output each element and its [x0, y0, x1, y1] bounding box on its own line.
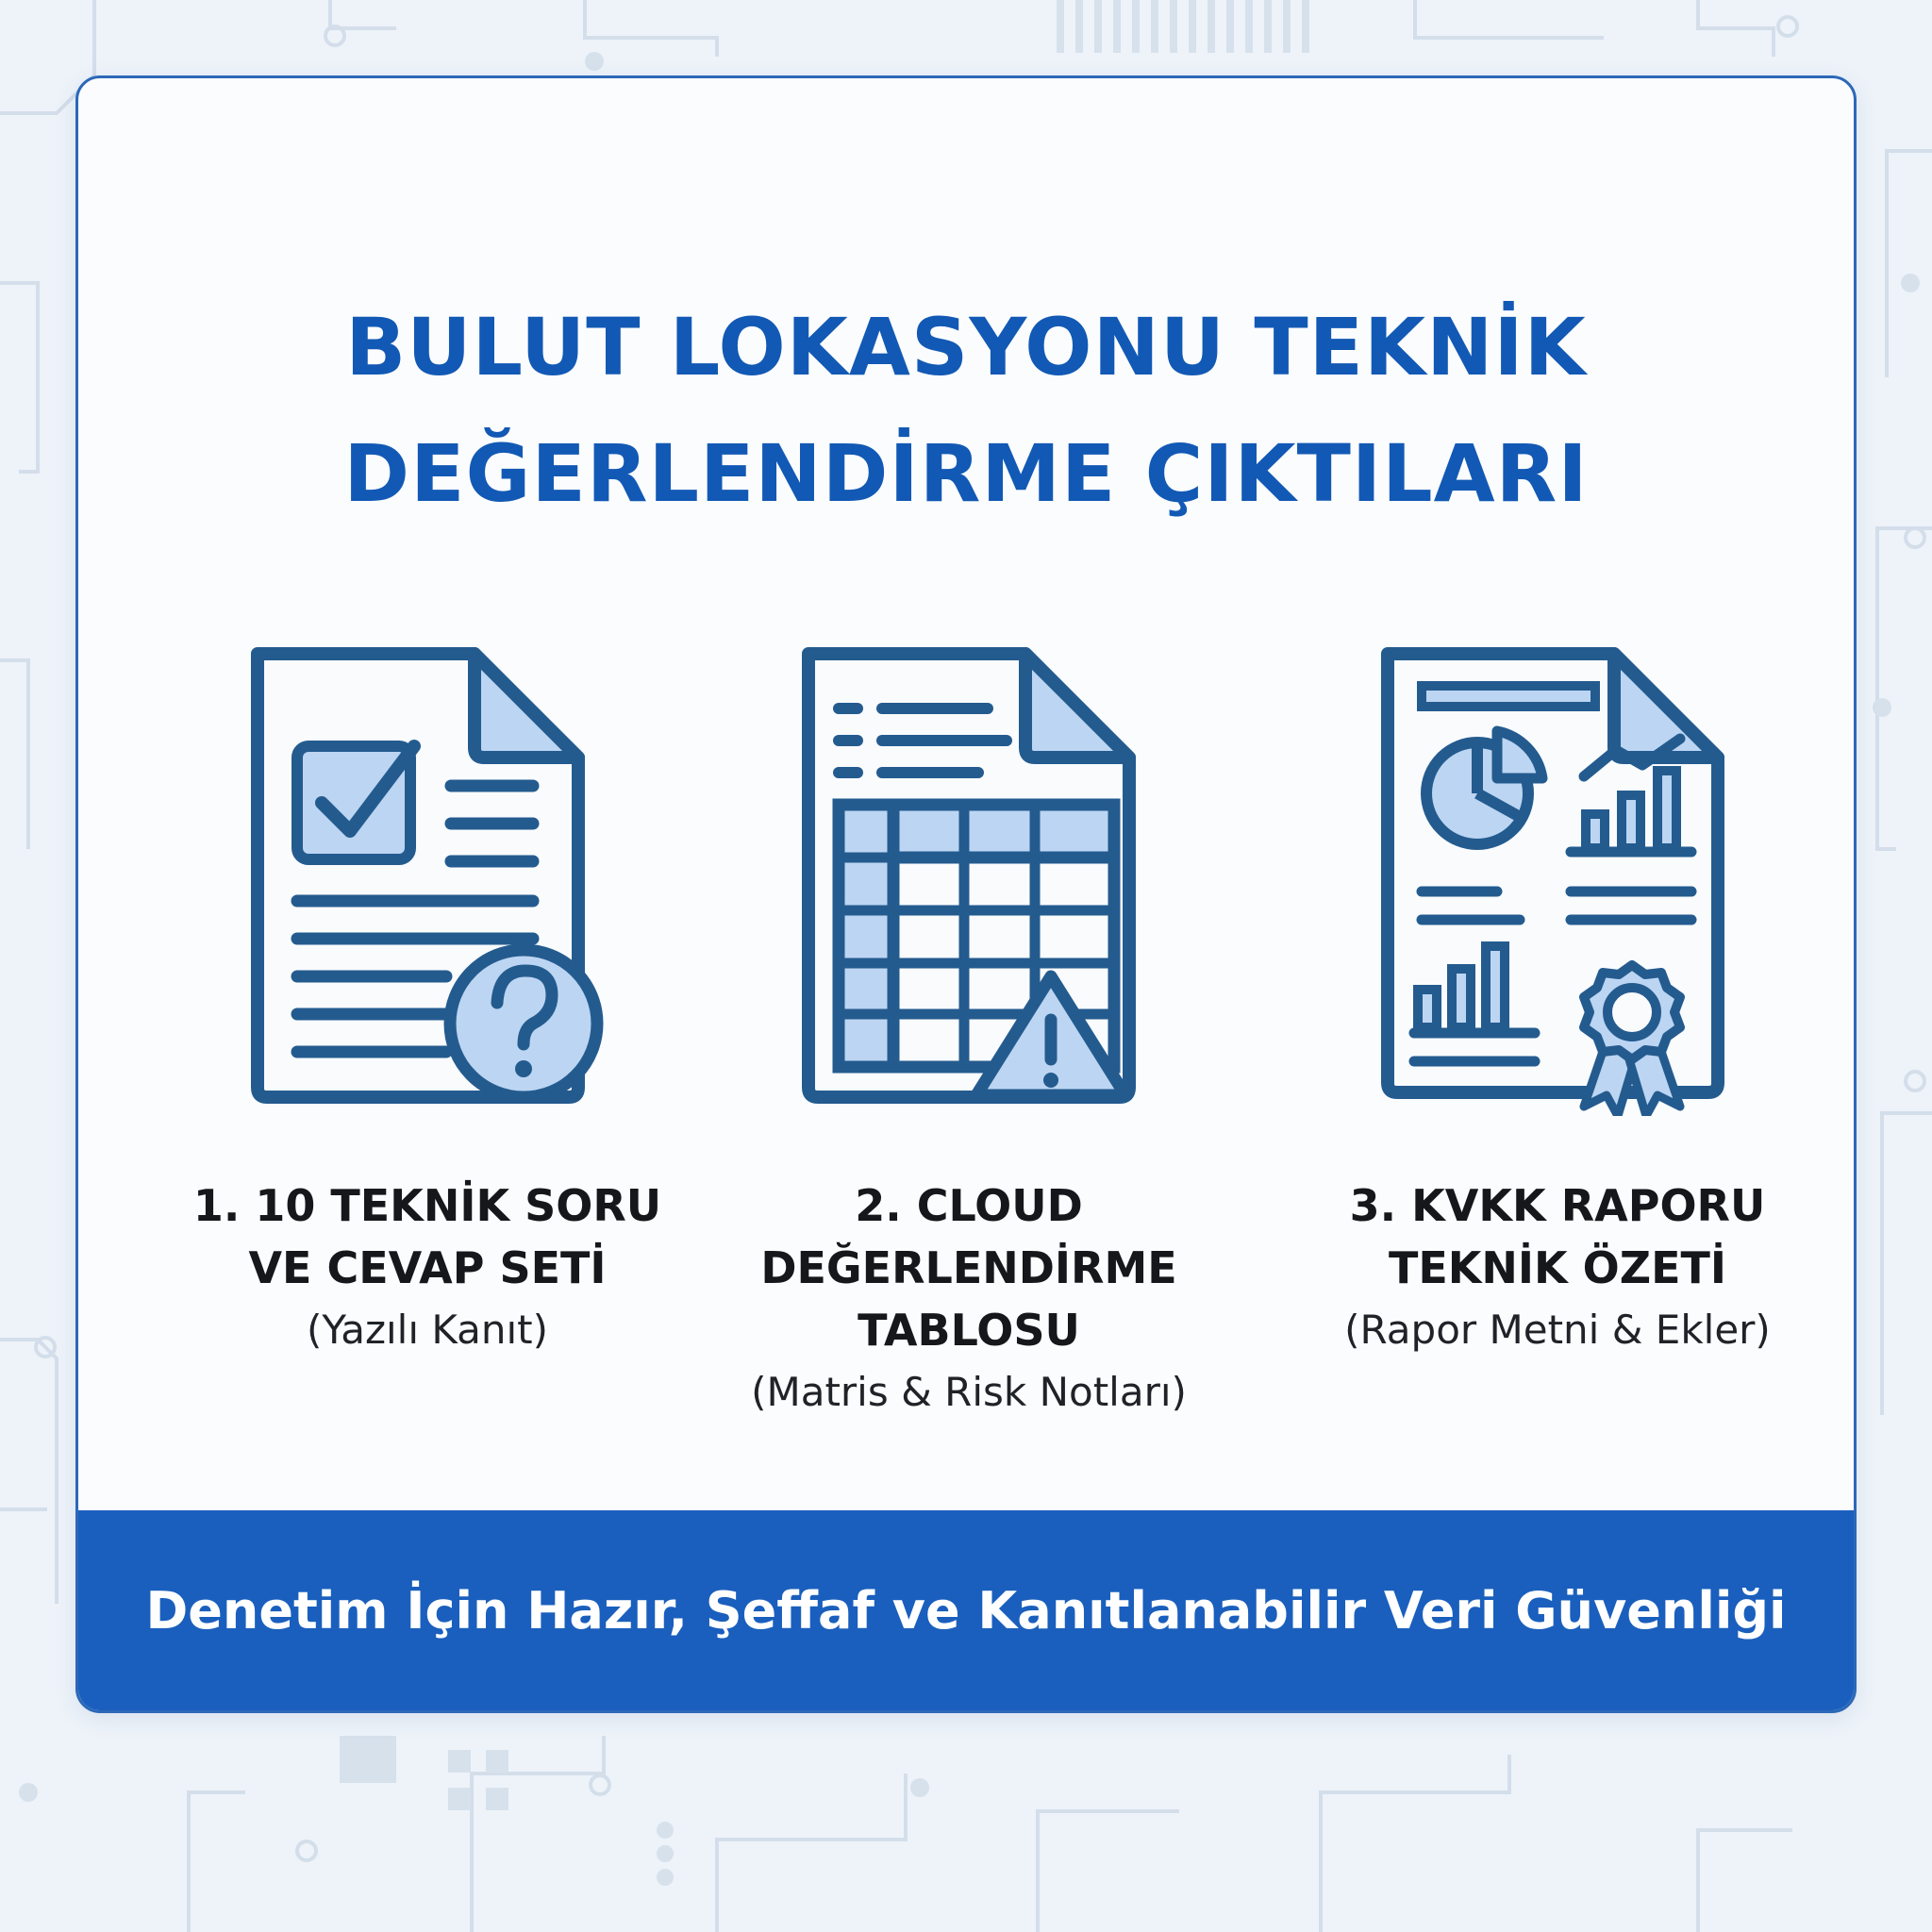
output-item-cloud-table [705, 644, 1233, 1424]
outputs-card [75, 75, 1857, 1713]
page-title-line-1: BULUT LOKASYONU TEKNİK [345, 301, 1587, 393]
item-subtitle: (Yazılı Kanıt) [306, 1307, 549, 1353]
item-heading-line: VE CEVAP SETİ [248, 1242, 607, 1293]
page-title [78, 284, 1854, 537]
item-subtitle: (Matris & Risk Notları) [751, 1369, 1187, 1415]
item-heading-line: DEĞERLENDİRME [760, 1242, 1177, 1293]
item-heading [705, 1174, 1233, 1361]
footer-banner [78, 1510, 1854, 1710]
item-heading-line: 2. CLOUD [855, 1180, 1083, 1231]
page-title-line-2: DEĞERLENDİRME ÇIKTILARI [343, 427, 1589, 520]
document-table-warning-icon [780, 644, 1158, 1116]
item-subtitle: (Rapor Metni & Ekler) [1344, 1307, 1771, 1353]
output-item-question-set [163, 644, 691, 1361]
document-checkbox-question-icon [239, 644, 616, 1116]
document-report-badge-icon [1369, 644, 1746, 1116]
item-heading-line: 1. 10 TEKNİK SORU [192, 1180, 662, 1231]
item-heading [163, 1174, 691, 1299]
item-heading-line: TABLOSU [858, 1305, 1080, 1356]
output-item-kvkk-report [1293, 644, 1822, 1361]
item-heading-line: TEKNİK ÖZETİ [1388, 1242, 1727, 1293]
item-heading [1293, 1174, 1822, 1299]
footer-banner-text: Denetim İçin Hazır, Şeffaf ve Kanıtlanabilir Veri Güvenliği [145, 1580, 1787, 1641]
item-heading-line: 3. KVKK RAPORU [1349, 1180, 1766, 1231]
